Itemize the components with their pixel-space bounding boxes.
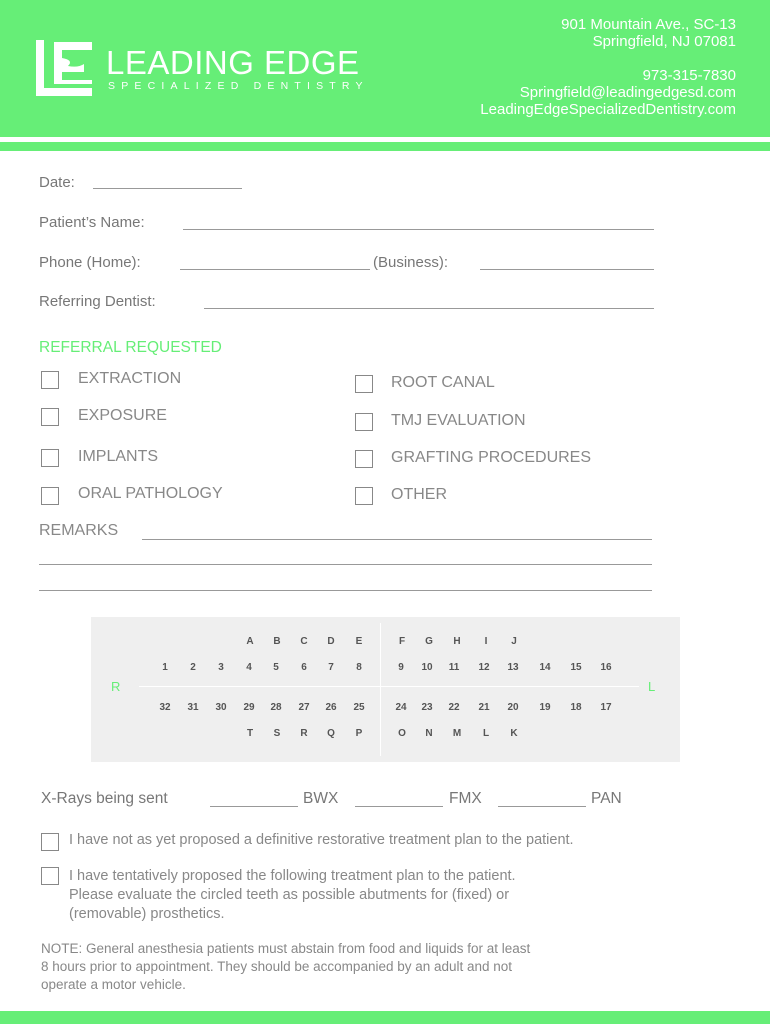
xrays-pan-count-field[interactable] [498, 806, 586, 807]
date-field[interactable] [93, 188, 242, 189]
grafting-procedures-label: GRAFTING PROCEDURES [391, 449, 592, 466]
tooth-C[interactable]: C [300, 636, 308, 647]
tooth-11[interactable]: 11 [448, 662, 460, 673]
tmj-evaluation-label: TMJ EVALUATION [391, 412, 526, 429]
oral-pathology-label: ORAL PATHOLOGY [78, 485, 223, 502]
remarks-field-line-3[interactable] [39, 590, 652, 591]
tooth-22[interactable]: 22 [448, 702, 460, 713]
xrays-fmx-count-field[interactable] [355, 806, 443, 807]
tooth-S[interactable]: S [273, 728, 281, 739]
xrays-fmx-label: FMX [449, 790, 482, 807]
tooth-F[interactable]: F [398, 636, 406, 647]
tooth-13[interactable]: 13 [507, 662, 519, 673]
phone-business-label: (Business): [373, 254, 449, 271]
tooth-19[interactable]: 19 [539, 702, 551, 713]
no-treatment-plan-text: I have not as yet proposed a definitive restorative treatment plan to the patient. [69, 832, 574, 848]
tooth-H[interactable]: H [453, 636, 461, 647]
note-line-1: NOTE: General anesthesia patients must abstain from food and liquids for at least [41, 941, 531, 956]
tentative-plan-line-3: (removable) prosthetics. [69, 906, 225, 922]
tooth-23[interactable]: 23 [421, 702, 433, 713]
tooth-8[interactable]: 8 [356, 662, 362, 673]
tooth-A[interactable]: A [246, 636, 254, 647]
tooth-31[interactable]: 31 [187, 702, 199, 713]
tooth-chart [91, 617, 680, 762]
tooth-26[interactable]: 26 [325, 702, 337, 713]
tooth-14[interactable]: 14 [539, 662, 551, 673]
tooth-17[interactable]: 17 [600, 702, 612, 713]
remarks-field-line-2[interactable] [39, 564, 652, 565]
tooth-N[interactable]: N [425, 728, 433, 739]
tooth-4[interactable]: 4 [246, 662, 252, 673]
patient-name-field[interactable] [183, 229, 654, 230]
grafting-procedures-checkbox[interactable] [355, 450, 373, 468]
referring-dentist-label: Referring Dentist: [39, 293, 156, 310]
tooth-30[interactable]: 30 [215, 702, 227, 713]
tooth-3[interactable]: 3 [218, 662, 224, 673]
tooth-R[interactable]: R [300, 728, 308, 739]
phone-home-field[interactable] [180, 269, 370, 270]
tooth-I[interactable]: I [484, 636, 488, 647]
tooth-28[interactable]: 28 [270, 702, 282, 713]
tooth-10[interactable]: 10 [421, 662, 433, 673]
implants-label: IMPLANTS [78, 448, 159, 465]
header-banner [0, 0, 770, 137]
tooth-6[interactable]: 6 [301, 662, 307, 673]
brand-subtitle: SPECIALIZED DENTISTRY [108, 80, 369, 92]
root-canal-checkbox[interactable] [355, 375, 373, 393]
phone-business-field[interactable] [480, 269, 654, 270]
header-divider-stripe [0, 142, 770, 151]
chart-left-label: L [648, 679, 656, 694]
xrays-pan-label: PAN [591, 790, 622, 807]
tooth-18[interactable]: 18 [570, 702, 582, 713]
address-line-1: 901 Mountain Ave., SC-13 [561, 16, 736, 33]
referral-requested-heading: REFERRAL REQUESTED [39, 339, 222, 356]
tooth-25[interactable]: 25 [353, 702, 365, 713]
extraction-label: EXTRACTION [78, 370, 182, 387]
tooth-15[interactable]: 15 [570, 662, 582, 673]
tooth-P[interactable]: P [355, 728, 363, 739]
tentative-treatment-plan-checkbox[interactable] [41, 867, 59, 885]
chart-occlusal-line [139, 686, 639, 687]
tooth-2[interactable]: 2 [190, 662, 196, 673]
tooth-7[interactable]: 7 [328, 662, 334, 673]
remarks-field-line-1[interactable] [142, 539, 652, 540]
tentative-plan-line-2: Please evaluate the circled teeth as possible abutments for (fixed) or [69, 887, 510, 903]
xrays-bwx-label: BWX [303, 790, 339, 807]
xrays-bwx-count-field[interactable] [210, 806, 298, 807]
implants-checkbox[interactable] [41, 449, 59, 467]
contact-block [480, 16, 736, 118]
tmj-evaluation-checkbox[interactable] [355, 413, 373, 431]
chart-midline [380, 623, 381, 756]
other-checkbox[interactable] [355, 487, 373, 505]
tooth-29[interactable]: 29 [243, 702, 255, 713]
tooth-G[interactable]: G [425, 636, 433, 647]
note-line-2: 8 hours prior to appointment. They should be accompanied by an adult and not [41, 959, 513, 974]
tooth-M[interactable]: M [452, 728, 462, 739]
oral-pathology-checkbox[interactable] [41, 487, 59, 505]
tooth-20[interactable]: 20 [507, 702, 519, 713]
phone-number: 973-315-7830 [642, 67, 736, 84]
tooth-K[interactable]: K [510, 728, 518, 739]
tentative-treatment-plan-text [69, 867, 516, 924]
email-link[interactable]: Springfield@leadingedgesd.com [519, 84, 736, 101]
tooth-J[interactable]: J [511, 636, 517, 647]
tooth-Q[interactable]: Q [327, 728, 335, 739]
referring-dentist-field[interactable] [204, 308, 654, 309]
remarks-label: REMARKS [39, 522, 119, 539]
root-canal-label: ROOT CANAL [391, 374, 495, 391]
xrays-label: X-Rays being sent [41, 790, 168, 807]
exposure-label: EXPOSURE [78, 407, 167, 424]
anesthesia-note [41, 940, 530, 994]
tooth-O[interactable]: O [398, 728, 406, 739]
tooth-5[interactable]: 5 [273, 662, 279, 673]
note-line-3: operate a motor vehicle. [41, 977, 186, 992]
patient-name-label: Patient’s Name: [39, 214, 145, 231]
exposure-checkbox[interactable] [41, 408, 59, 426]
logo-icon [34, 38, 94, 98]
phone-home-label: Phone (Home): [39, 254, 141, 271]
tooth-21[interactable]: 21 [478, 702, 490, 713]
tooth-32[interactable]: 32 [159, 702, 171, 713]
tooth-9[interactable]: 9 [398, 662, 404, 673]
other-label: OTHER [391, 486, 447, 503]
tooth-E[interactable]: E [355, 636, 363, 647]
tooth-24[interactable]: 24 [395, 702, 407, 713]
tentative-plan-line-1: I have tentatively proposed the following treatment plan to the patient. [69, 868, 516, 884]
address-line-2: Springfield, NJ 07081 [592, 33, 736, 50]
tooth-L[interactable]: L [482, 728, 490, 739]
tooth-16[interactable]: 16 [600, 662, 612, 673]
tooth-27[interactable]: 27 [298, 702, 310, 713]
tooth-B[interactable]: B [273, 636, 281, 647]
extraction-checkbox[interactable] [41, 371, 59, 389]
tooth-12[interactable]: 12 [478, 662, 490, 673]
website-link[interactable]: LeadingEdgeSpecializedDentistry.com [480, 101, 736, 118]
tooth-D[interactable]: D [327, 636, 335, 647]
tooth-1[interactable]: 1 [162, 662, 168, 673]
brand-name: LEADING EDGE [106, 44, 360, 81]
chart-right-label: R [111, 679, 121, 694]
no-treatment-plan-checkbox[interactable] [41, 833, 59, 851]
footer-stripe [0, 1011, 770, 1024]
tooth-T[interactable]: T [246, 728, 254, 739]
date-label: Date: [39, 174, 75, 191]
